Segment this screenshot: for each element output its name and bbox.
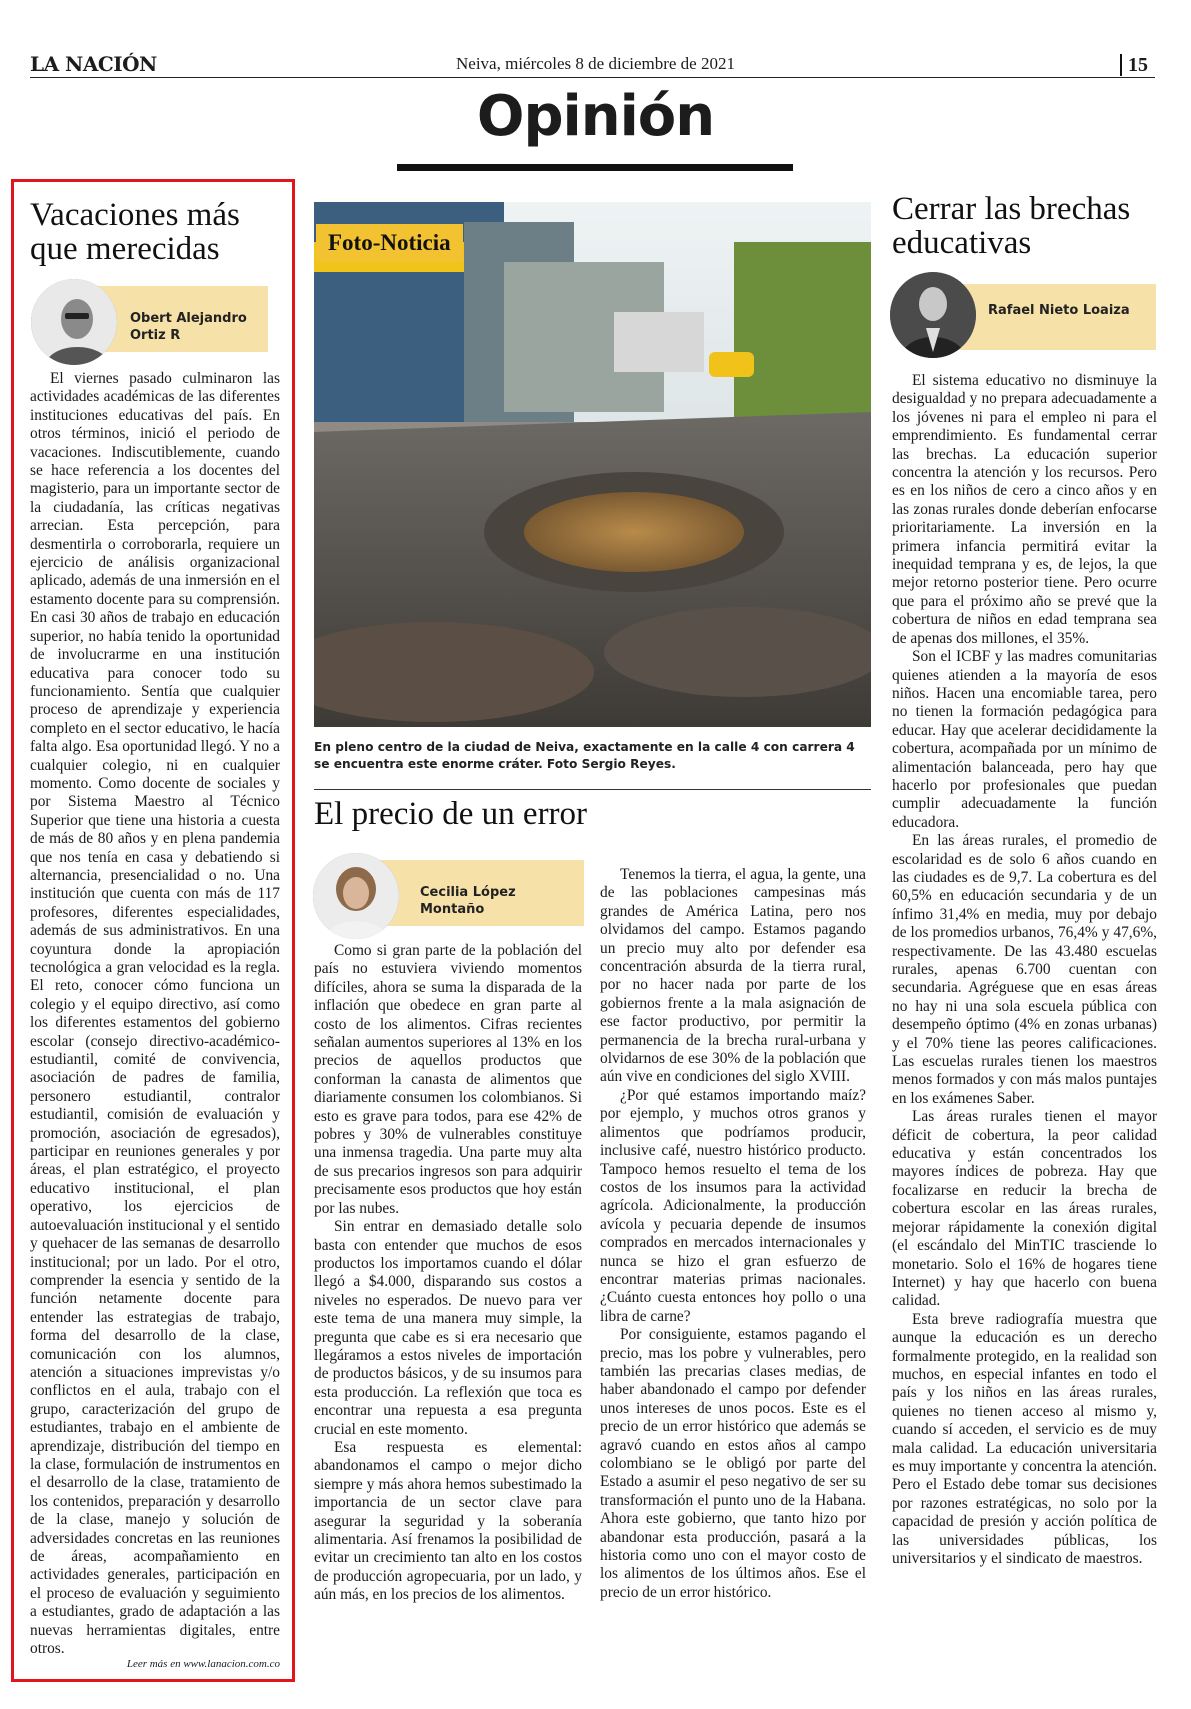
right-article-title: Cerrar las brechas educativas <box>892 191 1131 261</box>
right-paragraph: El sistema educativo no disminuye la desigualdad y no prepara adecuadamente a los jóvenes ni para el empleo ni para el emprendimiento. Es fundamental cerrar las brechas. La educación superior concentra la atención y los recursos. Pero es en los niños de cero a cinco años y en las zonas rurales donde deberían enfocarse prioritariamente. La inversión en la primera infancia permitirá evitar la inequidad temprana y es, de lejos, la que mejor retorno posterior tiene. Pero ocurre que para el próximo año se prevé que la cobertura de niños en edad temprana sea de apenas dos millones, el 35%. <box>892 372 1157 647</box>
center-author-photo <box>313 853 399 939</box>
author-portrait-icon <box>890 272 976 358</box>
header-rule <box>30 77 1155 78</box>
center-paragraph: Sin entrar en demasiado detalle solo basta con entender que muchos de esos productos los importamos cuando el dólar llegó a $4.000, disparando sus costos a niveles no esperados. De nuevo para ver este tema de una manera muy simple, la pregunta que cabe es si era necesario que llegáramos a estos niveles de importación de productos básicos, y de su insumos para esta producción. La reflexión que toca es encontrar una repuesta a esa pregunta crucial en este momento. <box>314 1218 582 1438</box>
center-paragraph: Tenemos la tierra, el agua, la gente, una de las poblaciones campesinas más grandes de América Latina, pero nos olvidamos del campo. Estamos pagando un precio muy alto por defender esa concentración absurda de la tierra rural, por no hacer nada por parte de los gobiernos frente a la mala asignación de ese factor productivo, por permitir la permanencia de la brecha rural-urbana y olvidarnos de ese 30% de la población que aún vive en condiciones del siglo XVIII. <box>600 866 866 1086</box>
left-article-paragraph: El viernes pasado culminaron las actividades académicas de las diferentes instituciones educativas del país. En otros términos, inició el periodo de vacaciones. Indiscutiblemente, cuando se hace referencia a los docentes del magisterio, para un importante sector de la ciudadanía, las críticas negativas arrecian. Esta percepción, para desmentirla o corroborarla, requiere un ejercicio de análisis organizacional aplicado, además de una inmersión en el estamento docente para su comprensión. En casi 30 años de trabajo en educación superior, no había tenido la oportunidad de involucrarme en una institución educativa para conocer todo su funcionamiento. Sentía que cualquier proceso de aprendizaje y experiencia completo en el sector educativo, le hacía falta algo. Esa oportunidad llegó. Y no a cualquier colegio, ni en cualquier momento. Como docente de sociales y por Sistema Maestro al Técnico Superior que tiene una historia a cuesta de más de 80 años y en plena pandemia que nos tenía en casa y debatiendo si alternancia, presencialidad o no. Una institución que cuenta con más de 117 profesores, diferentes especialidades, además de sus administrativos. En una coyuntura donde la apropiación tecnológica a gran velocidad es la regla. El reto, conocer cómo funciona un colegio y el equipo directivo, así como los diferentes estamentos del gobierno escolar (consejo directivo-académico-estudiantil, comité de convivencia, asociación de padres de familia, personero estudiantil, contralor estudiantil, comisión de evaluación y promoción, asociación de egresados), participar en reuniones generales y por áreas, el plan estratégico, el proyecto educativo institucional, el plan operativo, los ejercicios de autoevaluación institucional y el sentido y quehacer de las semanas de desarrollo institucional; por un lado. Por el otro, comprender la esencia y sentido de la función netamente docente para entender las estrategias de trabajo, forma del desarrollo de la clase, comunicación con los alumnos, atención a situaciones imprevistas y/o conflictos en el aula, trabajo con el grupo, caracterización del grupo de estudiantes, trabajo en el ambiente de aprendizaje, distribución del tiempo en la clase, formulación de instrumentos en el desarrollo de la clase, tratamiento de los contenidos, preparación y desarrollo de la clase, manejo y solución de adversidades concretas en las reuniones de áreas, acompañamiento en actividades generales, participación en el proceso de evaluación y seguimiento a estudiantes, grado de adaptación a las nuevas herramientas digitales, entre otros. <box>30 370 280 1658</box>
center-article-col1 <box>314 942 582 1605</box>
photo-news-image <box>314 202 871 727</box>
left-author-name: Obert Alejandro Ortiz R <box>130 311 247 343</box>
right-author-photo <box>890 272 976 358</box>
center-paragraph: Como si gran parte de la población del país no estuviera viviendo momentos difíciles, ahora se suma la disparada de la inflación que obedece en gran parte al costo de los alimentos. Cifras recientes señalan aumentos superiores al 13% en los precios de aquellos productos que conforman la canasta de alimentos que diariamente consumen los colombianos. Si esto es grave para todos, para ese 42% de pobres y 30% de vulnerables constituye una inmensa tragedia. Una parte muy alta de sus precarios ingresos son para adquirir precisamente esos productos que hoy están por las nubes. <box>314 942 582 1217</box>
masthead-logo: LA NACIÓN <box>30 52 157 76</box>
center-article-title: El precio de un error <box>314 796 588 832</box>
photo-news-label: Foto-Noticia <box>316 224 463 262</box>
author-portrait-icon <box>313 853 399 939</box>
page-number: 15 <box>1120 54 1148 76</box>
read-more-link[interactable]: Leer más en www.lanacion.com.co <box>126 1658 280 1670</box>
center-paragraph: Esa respuesta es elemental: abandonamos el campo o mejor dicho siempre y más ahora hemos subestimado la importancia de un sector clave para asegurar la seguridad y la soberanía alimentaria. Así frenamos la posibilidad de evitar un crecimiento tan alto en los costos de producción agropecuaria, por un lado, y aún más, en los precios de los alimentos. <box>314 1438 582 1604</box>
photo-caption: En pleno centro de la ciudad de Neiva, exactamente en la calle 4 con carrera 4 se encuentra este enorme cráter. Foto Sergio Reyes. <box>314 740 855 771</box>
pothole-photo-icon <box>314 202 871 727</box>
right-author-name: Rafael Nieto Loaiza <box>988 303 1130 318</box>
right-article-body <box>892 372 1157 1568</box>
center-paragraph: Por consiguiente, estamos pagando el precio, mas los pobre y vulnerables, pero también las precarias clases medias, de haber abandonado el campo por defender unos intereses de unos pocos. Este es el precio de un error histórico que además se agravó cuando en estos años al campo colombiano se le obligó por parte del Estado a asumir el peso negativo de ser su transformación el punto uno de la Habana. Ahora este gobierno, que tanto hizo por abandonar esta producción, pasará a la historia como uno con el mayor costo de los alimentos de los últimos años. Ese el precio de un error histórico. <box>600 1326 866 1601</box>
author-portrait-icon <box>31 279 117 365</box>
center-article-col2 <box>600 866 866 1602</box>
right-paragraph: En las áreas rurales, el promedio de escolaridad es de solo 6 años cuando en las ciudades es de 9,7. La cobertura es del 60,5% en educación secundaria y de un ínfimo 31,4% en media, muy por debajo de los promedios urbanos, 76,4% y 47,6%, respectivamente. De las 43.480 escuelas rurales, apenas 6.700 cuentan con secundaria. Agréguese que en esas áreas no hay ni una sola escuela pública con desempeño óptimo (4% en zonas urbanas) y el 70% tiene las peores calificaciones. Las escuelas rurales tienen los maestros menos formados y con más malos puntajes en los exámenes Saber. <box>892 832 1157 1107</box>
right-paragraph: Esta breve radiografía muestra que aunque la educación es un derecho formalmente protegido, en la realidad son muchos, en especial infantes en todo el país y los niños en las áreas rurales, quienes no tienen acceso al mismo y, cuando sí acceden, el servicio es de muy mala calidad. La educación universitaria es muy importante y concentra la atención. Pero el Estado debe tomar sus decisiones por razones estratégicas, no solo por la capacidad de presión y acción política de las universidades públicas, los universitarios y el sindicato de maestros. <box>892 1310 1157 1567</box>
center-paragraph: ¿Por qué estamos importando maíz? por ejemplo, y muchos otros granos y alimentos que podríamos producir, inclusive café, nuestro histórico producto. Tampoco hemos resuelto el tema de los costos de los insumos para la actividad agrícola. Adicionalmente, la producción avícola y pecuaria depende de insumos comprados en mercados internacionales y nunca se hizo el gran esfuerzo de encontrar materias primas nacionales. ¿Cuánto cuesta entonces hoy pollo o una libra de carne? <box>600 1086 866 1325</box>
left-article-title: Vacaciones más que merecidas <box>30 197 240 267</box>
section-underline <box>397 164 793 171</box>
left-author-photo <box>31 279 117 365</box>
caption-rule <box>314 789 871 790</box>
dateline: Neiva, miércoles 8 de diciembre de 2021 <box>456 54 735 73</box>
right-paragraph: Son el ICBF y las madres comunitarias quienes atienden a la mayoría de esos niños. Hacen una encomiable tarea, pero no tienen la formación pedagógica para educar. Hay que acelerar decididamente la cobertura, acompañada por un mínimo de alimentación balanceada, pero hay que hacerlo por profesionales que puedan cumplir adecuadamente la función educadora. <box>892 648 1157 831</box>
right-paragraph: Las áreas rurales tienen el mayor déficit de cobertura, la peor calidad educativa y están concentrados los mayores índices de pobreza. Hay que focalizarse en reducir la brecha de cobertura escolar en las áreas rurales, mejorar rápidamente la conexión digital (el escándalo del MinTIC trasciende lo monetario. Solo el 16% de hogares tiene Internet) y hay que hacerlo con buena calidad. <box>892 1108 1157 1310</box>
left-article-body <box>30 370 280 1658</box>
section-title: Opinión <box>476 84 715 149</box>
center-author-name: Cecilia López Montaño <box>420 885 516 917</box>
